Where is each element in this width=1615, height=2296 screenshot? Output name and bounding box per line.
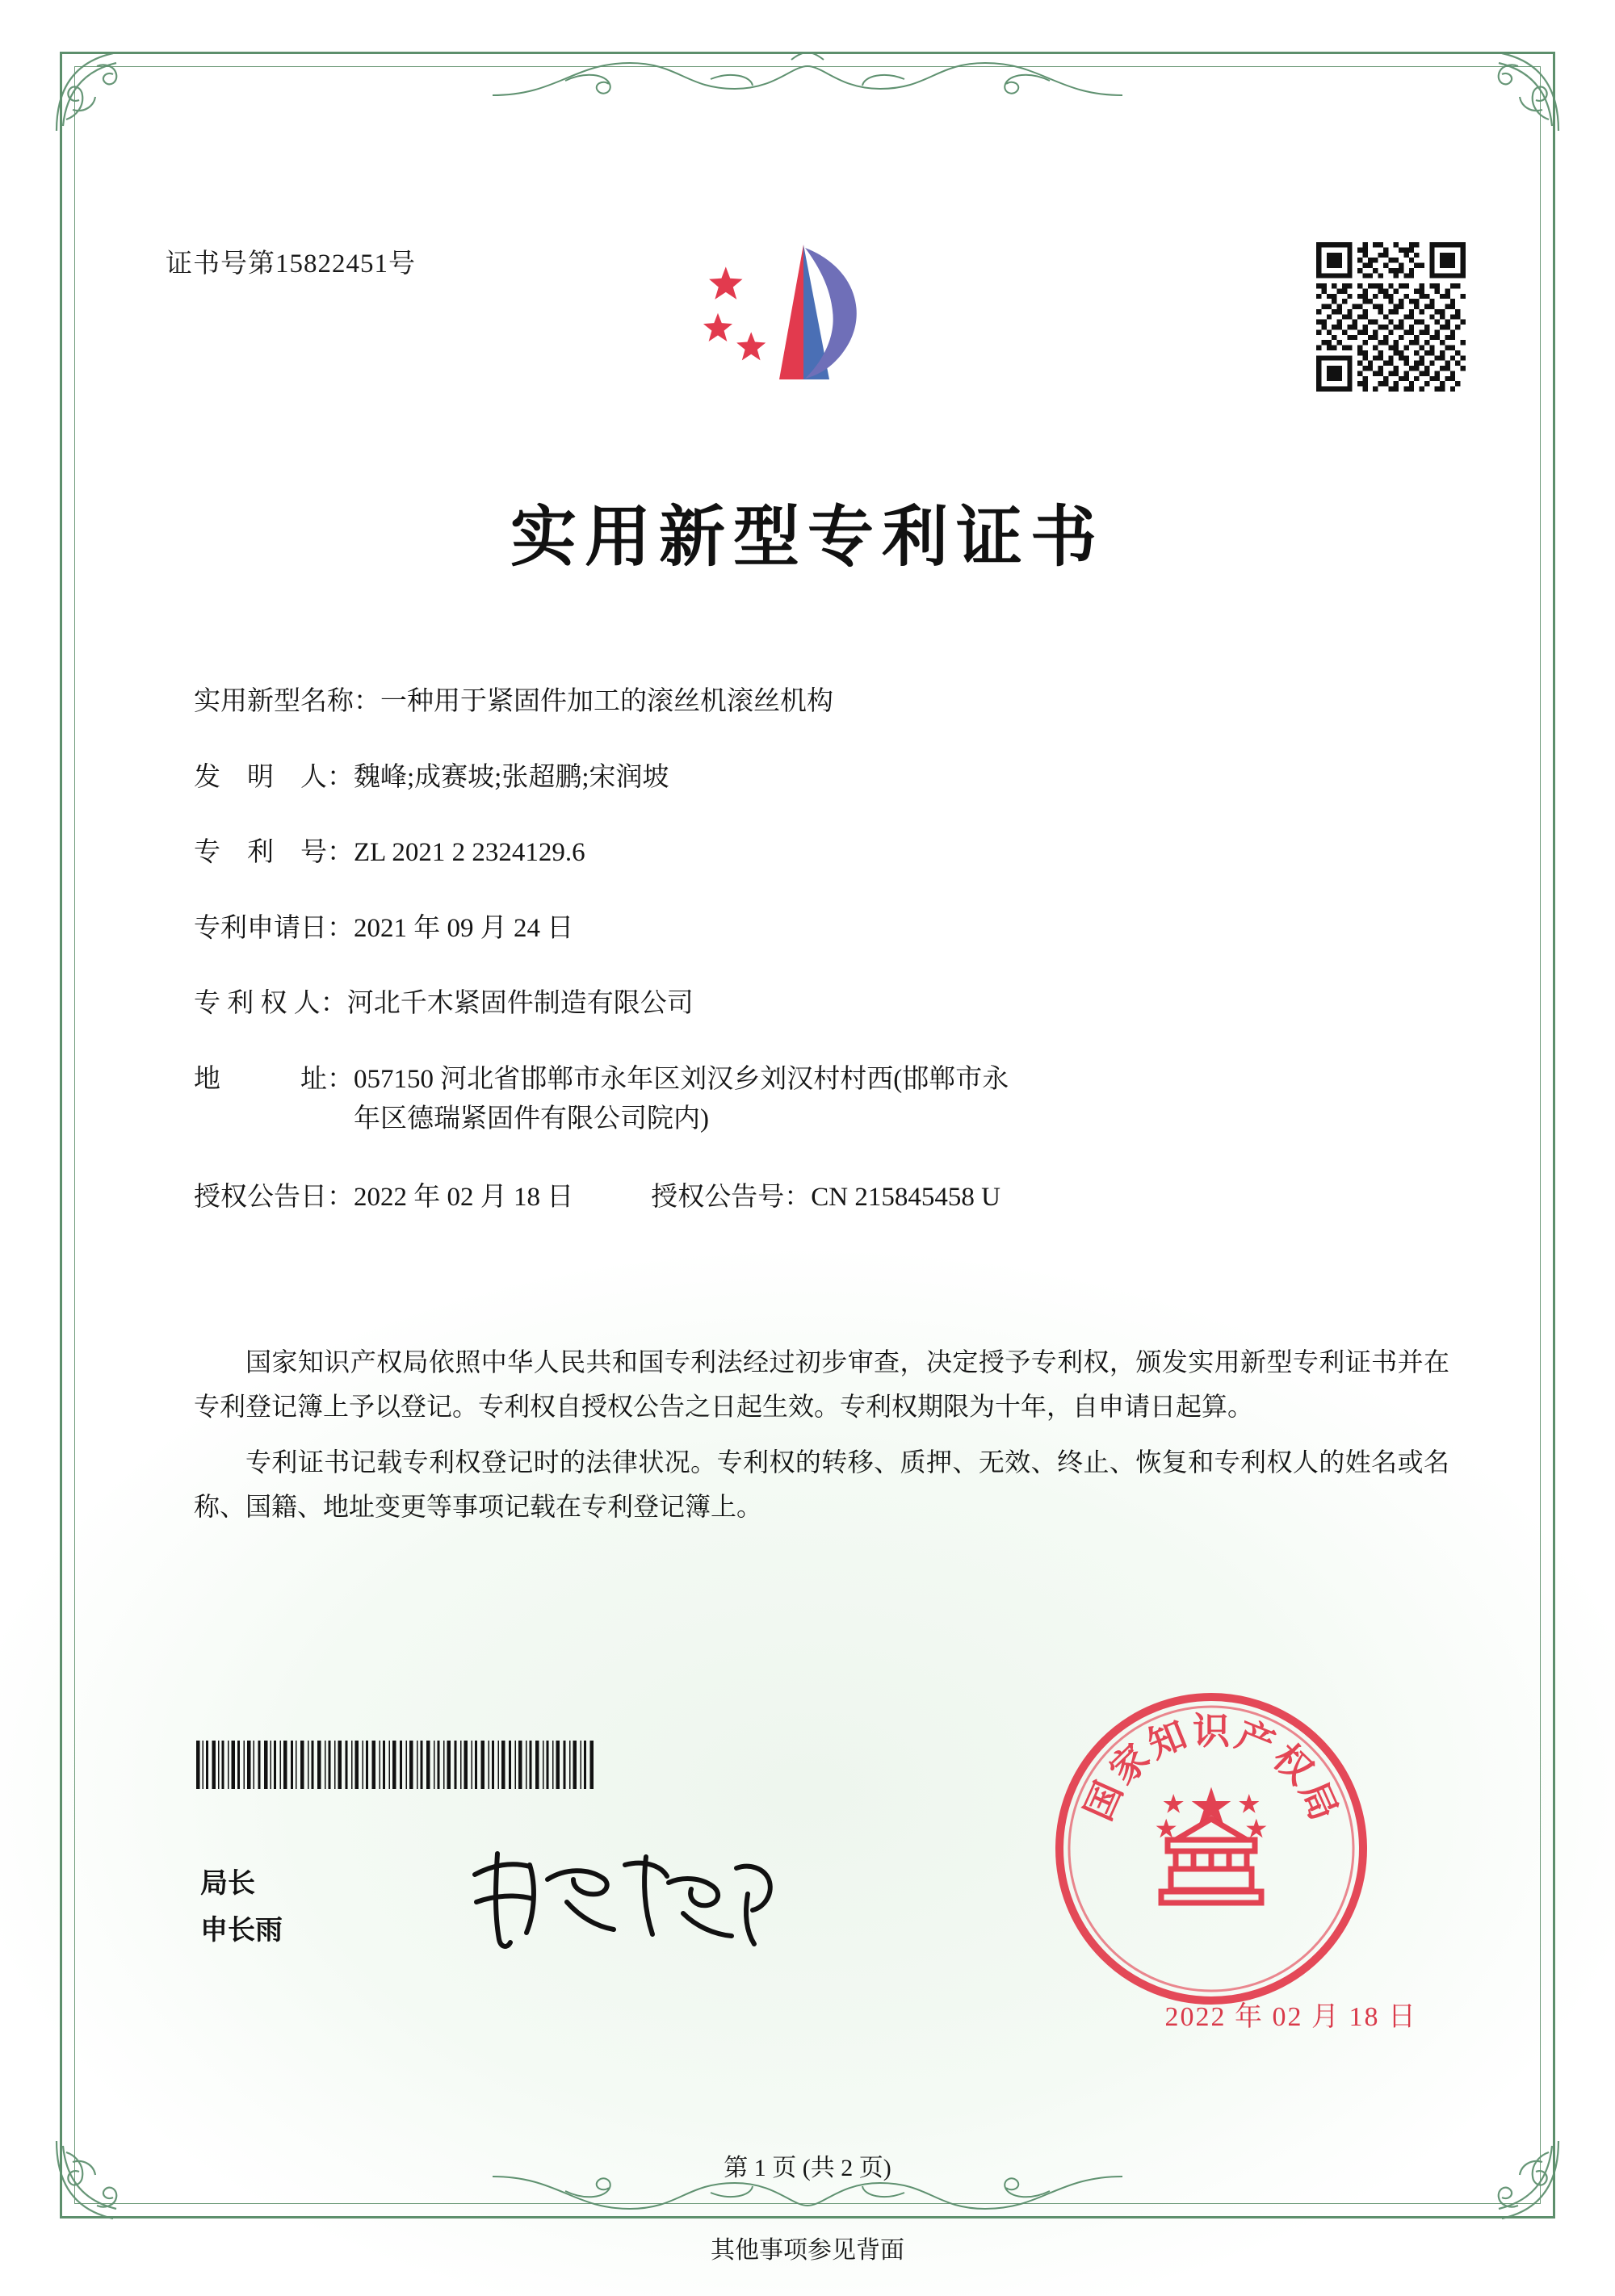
field-patentee [194,984,1454,1024]
svg-text:局: 局 [1291,1774,1347,1827]
address-line-1: 057150 河北省邯郸市永年区刘汉乡刘汉村村西(邯郸市永 [354,1064,1009,1094]
field-label: 发 明 人： [194,762,354,792]
top-flourish-icon [444,39,1171,111]
signature-block [200,1861,283,1955]
svg-text:家: 家 [1101,1735,1158,1793]
seal-date: 2022 年 02 月 18 日 [1164,2002,1417,2032]
svg-text:识: 识 [1193,1709,1230,1753]
field-value: ZL 2021 2 2324129.6 [354,838,585,867]
field-value: 一种用于紧固件加工的滚丝机滚丝机构 [380,687,833,716]
grant-row [194,1175,1454,1213]
field-value: 2021 年 09 月 24 日 [354,913,574,943]
certificate-number: 证书号第15822451号 [166,249,416,279]
svg-text:知: 知 [1141,1712,1193,1767]
announcement-number-value: CN 215845458 U [811,1182,1000,1212]
field-inventors [194,758,1454,798]
director-name-label: 申长雨 [200,1915,283,1946]
barcode-icon [196,1740,608,1790]
back-side-note: 其他事项参见背面 [711,2237,904,2264]
director-title-label: 局长 [200,1869,255,1899]
svg-text:国: 国 [1076,1774,1131,1827]
field-value: 河北千木紧固件制造有限公司 [346,989,694,1018]
patent-office-emblem-icon [682,238,908,424]
field-patent-number [194,833,1454,874]
field-list [194,682,1454,1246]
field-address [194,1060,1454,1140]
field-label: 专利申请日： [194,913,354,943]
legal-text [194,1340,1449,1540]
svg-text:产: 产 [1230,1712,1282,1767]
svg-text:权: 权 [1265,1735,1322,1793]
field-label: 实用新型名称： [194,687,380,716]
field-value: 魏峰;成赛坡;张超鹏;宋润坡 [354,762,669,792]
page-title: 实用新型专利证书 [510,498,1105,576]
field-application-date [194,909,1454,949]
paragraph-1: 国家知识产权局依照中华人民共和国专利法经过初步审查，决定授予专利权，颁发实用新型专利证书并在专利登记簿上予以登记。专利权自授权公告之日起生效。专利权期限为十年，自申请日起算。 [194,1347,1449,1422]
corner-ornament-icon [48,42,145,139]
corner-ornament-icon [1470,42,1567,139]
qr-code-icon [1316,242,1466,392]
field-utility-model-name [194,682,1454,723]
announcement-number-label: 授权公告号： [651,1182,812,1212]
field-label: 专 利 权 人： [194,989,347,1018]
paragraph-2: 专利证书记载专利权登记时的法律状况。专利权的转移、质押、无效、终止、恢复和专利权人的姓名或名称、国籍、地址变更等事项记载在专利登记簿上。 [194,1448,1449,1522]
announcement-date-value: 2022 年 02 月 18 日 [354,1182,574,1212]
field-label: 专 利 号： [194,838,354,867]
field-label: 地 址： [194,1064,354,1094]
official-red-seal-icon [1050,1687,1373,2010]
handwritten-signature-icon [452,1833,791,1962]
page-number: 第 1 页 (共 2 页) [724,2155,891,2181]
address-line-2: 年区德瑞紧固件有限公司院内) [354,1104,709,1133]
announcement-date-label: 授权公告日： [194,1182,354,1212]
